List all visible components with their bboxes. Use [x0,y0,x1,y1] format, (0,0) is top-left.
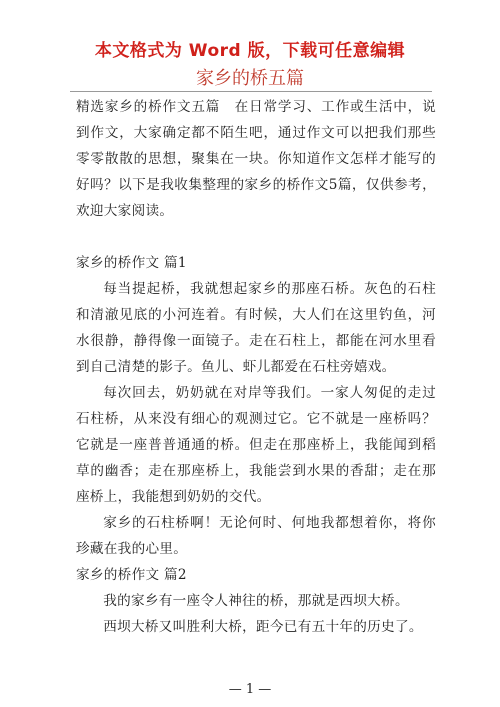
essay-2-paragraph: 我的家乡有一座令人神往的桥，那就是西坝大桥。 [103,593,409,609]
essay-2-paragraph: 西坝大桥又叫胜利大桥，距今已有五十年的历史了。 [103,619,423,635]
essay-1-heading: 家乡的桥作文 篇1 [76,255,187,271]
header-divider [70,91,432,92]
document-title: 家乡的桥五篇 [196,68,304,89]
document-body [76,94,436,640]
intro-paragraph: 精选家乡的桥作文五篇 在日常学习、工作或生活中，说到作文，大家确定都不陌生吧，通过作文可以把我们那些零零散散的思想，聚集在一块。你知道作文怎样才能写的好吗？以下是我收集整理的家乡的桥作文5篇，仅供参考，欢迎大家阅读。 [76,99,436,219]
essay-2-heading: 家乡的桥作文 篇2 [76,567,187,583]
word-format-banner: 本文格式为 Word 版，下载可任意编辑 [94,41,406,61]
essay-1-paragraph: 家乡的石柱桥啊！无论何时、何地我都想着你，将你珍藏在我的心里。 [76,515,436,557]
page-number: — 1 — [228,682,272,697]
blank-line [76,224,436,250]
essay-1-paragraph: 每次回去，奶奶就在对岸等我们。一家人匆促的走过石柱桥，从来没有细心的观测过它。它不就是一座桥吗？它就是一座普普通通的桥。但走在那座桥上，我能闻到稻草的幽香；走在那座桥上，我能尝到水果的香甜；走在那座桥上，我能想到奶奶的交代。 [76,385,436,505]
essay-1-paragraph: 每当提起桥，我就想起家乡的那座石桥。灰色的石柱和清澈见底的小河连着。有时候，大人们在这里钓鱼，河水很静，静得像一面镜子。走在石柱上，都能在河水里看到自己清楚的影子。鱼儿、虾儿都爱在石柱旁嬉戏。 [76,281,436,375]
